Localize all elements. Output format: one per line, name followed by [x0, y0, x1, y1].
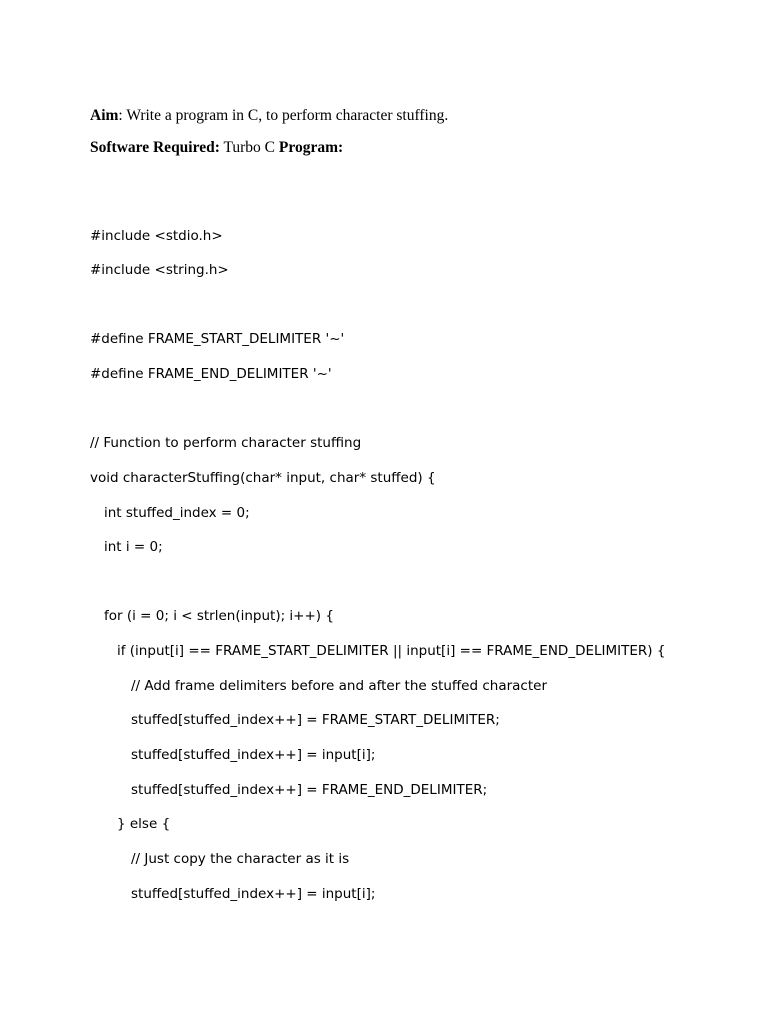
code-line: void characterStuffing(char* input, char* stuffed) {	[90, 470, 436, 486]
code-comment-line: // Just copy the character as it is	[131, 851, 350, 867]
code-line: for (i = 0; i < strlen(input); i++) {	[104, 608, 334, 624]
software-line	[90, 138, 343, 158]
software-label: Software Required:	[90, 139, 220, 156]
code-line: #define FRAME_END_DELIMITER '~'	[90, 366, 332, 382]
code-line: } else {	[117, 816, 171, 832]
aim-text: : Write a program in C, to perform character stuffing.	[118, 107, 449, 124]
software-value: Turbo C	[219, 139, 279, 156]
code-comment-line: // Add frame delimiters before and after the stuffed character	[131, 678, 547, 694]
aim-line	[90, 106, 448, 126]
code-line: stuffed[stuffed_index++] = FRAME_START_DELIMITER;	[131, 712, 500, 728]
code-line: stuffed[stuffed_index++] = FRAME_END_DELIMITER;	[131, 782, 488, 798]
code-line: #include <stdio.h>	[90, 228, 223, 244]
code-line: #include <string.h>	[90, 262, 229, 278]
code-line: int stuffed_index = 0;	[104, 505, 250, 521]
code-line: if (input[i] == FRAME_START_DELIMITER || input[i] == FRAME_END_DELIMITER) {	[117, 643, 666, 659]
program-label: Program:	[278, 139, 344, 156]
code-comment-line: // Function to perform character stuffing	[90, 435, 362, 451]
code-line: stuffed[stuffed_index++] = input[i];	[131, 886, 376, 902]
code-line: #define FRAME_START_DELIMITER '~'	[90, 331, 345, 347]
code-line: stuffed[stuffed_index++] = input[i];	[131, 747, 376, 763]
aim-label: Aim	[90, 107, 119, 124]
code-line: int i = 0;	[104, 539, 163, 555]
